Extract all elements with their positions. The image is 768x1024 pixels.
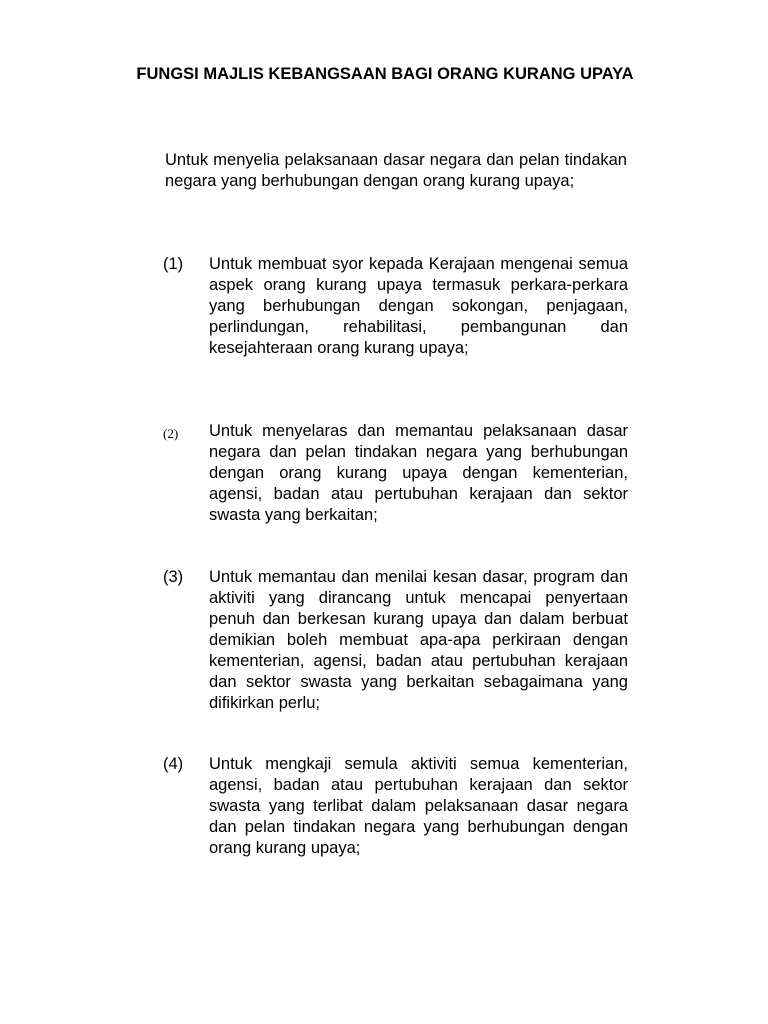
list-item-3 bbox=[163, 567, 628, 714]
item-text: Untuk membuat syor kepada Kerajaan mengenai semua aspek orang kurang upaya termasuk perkara-perkara yang berhubungan dengan sokongan, penjagaan, perlindungan, rehabilitasi, pembangunan dan kesejahteraan orang kurang upaya; bbox=[209, 255, 628, 357]
intro-paragraph: Untuk menyelia pelaksanaan dasar negara dan pelan tindakan negara yang berhubungan dengan orang kurang upaya; bbox=[165, 151, 627, 190]
document-title: FUNGSI MAJLIS KEBANGSAAN BAGI ORANG KURANG UPAYA bbox=[136, 65, 634, 83]
list-item-4 bbox=[163, 754, 628, 859]
item-text: Untuk mengkaji semula aktiviti semua kementerian, agensi, badan atau pertubuhan kerajaan dan sektor swasta yang terlibat dalam pelaksanaan dasar negara dan pelan tindakan negara yang berhubungan dengan orang kurang upaya; bbox=[209, 755, 628, 857]
item-text: Untuk menyelaras dan memantau pelaksanaan dasar negara dan pelan tindakan negara yang berhubungan dengan orang kurang upaya dengan kementerian, agensi, badan atau pertubuhan kerajaan dan sektor swasta yang berkaitan; bbox=[209, 422, 628, 524]
item-number: (4) bbox=[163, 755, 184, 773]
item-number: (1) bbox=[163, 255, 184, 273]
item-text: Untuk memantau dan menilai kesan dasar, program dan aktiviti yang dirancang untuk mencapai penyertaan penuh dan berkesan kurang upaya dan dalam berbuat demikian boleh membuat apa-apa perkiraan dengan kementerian, agensi, badan atau pertubuhan kerajaan dan sektor swasta yang berkaitan sebagaimana yang difikirkan perlu; bbox=[209, 568, 628, 712]
list-item-1 bbox=[163, 254, 628, 359]
item-number: (2) bbox=[163, 426, 179, 441]
list-item-2 bbox=[163, 421, 628, 526]
item-number: (3) bbox=[163, 568, 184, 586]
